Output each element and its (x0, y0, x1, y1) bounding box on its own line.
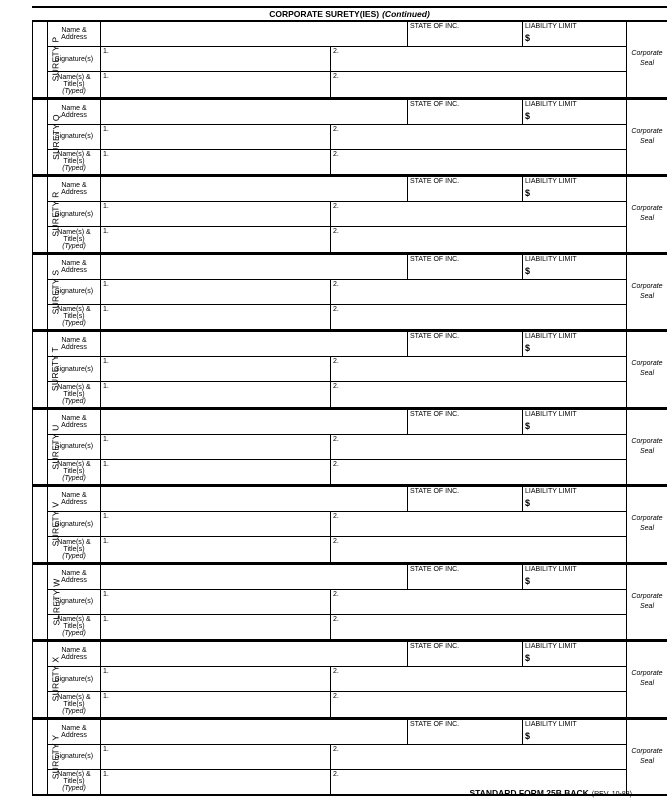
surety-label: SURETY Q (33, 99, 48, 175)
signature-1-field[interactable]: 1. (101, 124, 331, 149)
surety-blocks (32, 21, 667, 796)
corporate-seal: Corporate Seal (627, 332, 668, 408)
state-of-inc-field[interactable]: STATE OF INC. (408, 22, 523, 47)
title-continued: (Continued) (382, 9, 430, 19)
surety-block (32, 21, 667, 99)
state-of-inc-field[interactable]: STATE OF INC. (408, 99, 523, 124)
signature-1-field[interactable]: 1. (101, 744, 331, 769)
form-title (32, 6, 667, 21)
name-address-field[interactable] (101, 719, 408, 744)
signatures-label: Signature(s) (48, 124, 101, 149)
liability-limit-field[interactable]: LIABILITY LIMIT $ (523, 409, 627, 434)
name-title-2-field[interactable]: 2. (331, 459, 627, 485)
signatures-label: Signature(s) (48, 512, 101, 537)
signature-2-field[interactable]: 2. (331, 434, 627, 459)
corporate-seal: Corporate Seal (627, 177, 668, 253)
signatures-label: Signature(s) (48, 434, 101, 459)
liability-limit-field[interactable]: LIABILITY LIMIT $ (523, 332, 627, 357)
surety-block (32, 564, 667, 642)
signature-2-field[interactable]: 2. (331, 744, 627, 769)
liability-limit-field[interactable]: LIABILITY LIMIT $ (523, 254, 627, 279)
names-titles-label: Name(s) & Title(s) (Typed) (48, 382, 101, 408)
names-titles-label: Name(s) & Title(s) (Typed) (48, 692, 101, 718)
name-address-field[interactable] (101, 564, 408, 589)
surety-label: SURETY Y (33, 719, 48, 795)
signature-2-field[interactable]: 2. (331, 589, 627, 614)
signatures-label: Signature(s) (48, 357, 101, 382)
name-address-label: Name & Address (48, 254, 101, 279)
name-title-2-field[interactable]: 2. (331, 149, 627, 175)
name-title-2-field[interactable]: 2. (331, 537, 627, 563)
signatures-label: Signature(s) (48, 589, 101, 614)
state-of-inc-field[interactable]: STATE OF INC. (408, 487, 523, 512)
corporate-seal: Corporate Seal (627, 99, 668, 175)
surety-block (32, 99, 667, 177)
names-titles-label: Name(s) & Title(s) (Typed) (48, 72, 101, 98)
name-title-1-field[interactable]: 1. (101, 692, 331, 718)
title-text: CORPORATE SURETY(IES) (269, 9, 380, 19)
name-address-label: Name & Address (48, 99, 101, 124)
name-address-field[interactable] (101, 409, 408, 434)
surety-block (32, 176, 667, 254)
names-titles-label: Name(s) & Title(s) (Typed) (48, 537, 101, 563)
surety-label: SURETY P (33, 22, 48, 98)
state-of-inc-field[interactable]: STATE OF INC. (408, 642, 523, 667)
name-title-2-field[interactable]: 2. (331, 227, 627, 253)
liability-limit-field[interactable]: LIABILITY LIMIT $ (523, 487, 627, 512)
signature-1-field[interactable]: 1. (101, 47, 331, 72)
name-title-2-field[interactable]: 2. (331, 382, 627, 408)
name-address-field[interactable] (101, 642, 408, 667)
liability-limit-field[interactable]: LIABILITY LIMIT $ (523, 177, 627, 202)
name-title-1-field[interactable]: 1. (101, 382, 331, 408)
name-address-label: Name & Address (48, 719, 101, 744)
liability-limit-field[interactable]: LIABILITY LIMIT $ (523, 719, 627, 744)
liability-limit-field[interactable]: LIABILITY LIMIT $ (523, 564, 627, 589)
name-address-field[interactable] (101, 487, 408, 512)
signatures-label: Signature(s) (48, 744, 101, 769)
name-address-label: Name & Address (48, 409, 101, 434)
signatures-label: Signature(s) (48, 202, 101, 227)
name-title-1-field[interactable]: 1. (101, 769, 331, 795)
form-footer (469, 788, 632, 798)
name-title-2-field[interactable]: 2. (331, 304, 627, 330)
name-address-label: Name & Address (48, 487, 101, 512)
name-title-1-field[interactable]: 1. (101, 537, 331, 563)
names-titles-label: Name(s) & Title(s) (Typed) (48, 304, 101, 330)
surety-block (32, 331, 667, 409)
name-address-field[interactable] (101, 99, 408, 124)
surety-label: SURETY V (33, 487, 48, 563)
name-title-2-field[interactable]: 2. (331, 72, 627, 98)
surety-label: SURETY X (33, 642, 48, 718)
name-title-1-field[interactable]: 1. (101, 149, 331, 175)
signature-2-field[interactable]: 2. (331, 124, 627, 149)
signature-2-field[interactable]: 2. (331, 202, 627, 227)
surety-block (32, 641, 667, 719)
corporate-seal: Corporate Seal (627, 22, 668, 98)
signature-2-field[interactable]: 2. (331, 357, 627, 382)
surety-label: SURETY W (33, 564, 48, 640)
signature-2-field[interactable]: 2. (331, 47, 627, 72)
name-title-1-field[interactable]: 1. (101, 459, 331, 485)
surety-block (32, 409, 667, 487)
signatures-label: Signature(s) (48, 47, 101, 72)
form-number: STANDARD FORM 25B BACK (469, 788, 589, 798)
signature-1-field[interactable]: 1. (101, 434, 331, 459)
signatures-label: Signature(s) (48, 279, 101, 304)
state-of-inc-field[interactable]: STATE OF INC. (408, 719, 523, 744)
corporate-seal: Corporate Seal (627, 564, 668, 640)
names-titles-label: Name(s) & Title(s) (Typed) (48, 149, 101, 175)
name-title-1-field[interactable]: 1. (101, 614, 331, 640)
name-address-label: Name & Address (48, 642, 101, 667)
surety-block (32, 486, 667, 564)
signature-1-field[interactable]: 1. (101, 512, 331, 537)
signature-1-field[interactable]: 1. (101, 589, 331, 614)
name-address-label: Name & Address (48, 332, 101, 357)
liability-limit-field[interactable]: LIABILITY LIMIT $ (523, 22, 627, 47)
surety-block (32, 719, 667, 797)
name-address-label: Name & Address (48, 564, 101, 589)
signature-1-field[interactable]: 1. (101, 357, 331, 382)
signature-1-field[interactable]: 1. (101, 279, 331, 304)
name-address-label: Name & Address (48, 22, 101, 47)
state-of-inc-field[interactable]: STATE OF INC. (408, 564, 523, 589)
surety-label: SURETY S (33, 254, 48, 330)
corporate-seal: Corporate Seal (627, 487, 668, 563)
names-titles-label: Name(s) & Title(s) (Typed) (48, 614, 101, 640)
state-of-inc-field[interactable]: STATE OF INC. (408, 254, 523, 279)
name-title-2-field[interactable]: 2. (331, 692, 627, 718)
name-title-1-field[interactable]: 1. (101, 72, 331, 98)
names-titles-label: Name(s) & Title(s) (Typed) (48, 459, 101, 485)
state-of-inc-field[interactable]: STATE OF INC. (408, 332, 523, 357)
names-titles-label: Name(s) & Title(s) (Typed) (48, 227, 101, 253)
names-titles-label: Name(s) & Title(s) (Typed) (48, 769, 101, 795)
name-title-2-field[interactable]: 2. (331, 769, 627, 795)
name-address-field[interactable] (101, 22, 408, 47)
surety-label: SURETY R (33, 177, 48, 253)
name-address-label: Name & Address (48, 177, 101, 202)
form-revision: (REV. 10-83) (591, 791, 632, 798)
liability-limit-field[interactable]: LIABILITY LIMIT $ (523, 99, 627, 124)
surety-label: SURETY U (33, 409, 48, 485)
name-address-field[interactable] (101, 254, 408, 279)
corporate-seal: Corporate Seal (627, 254, 668, 330)
signature-2-field[interactable]: 2. (331, 279, 627, 304)
name-title-1-field[interactable]: 1. (101, 227, 331, 253)
corporate-seal: Corporate Seal (627, 719, 668, 795)
name-address-field[interactable] (101, 177, 408, 202)
name-title-2-field[interactable]: 2. (331, 614, 627, 640)
signature-2-field[interactable]: 2. (331, 667, 627, 692)
form-sheet (32, 6, 667, 796)
state-of-inc-field[interactable]: STATE OF INC. (408, 177, 523, 202)
signature-2-field[interactable]: 2. (331, 512, 627, 537)
name-title-1-field[interactable]: 1. (101, 304, 331, 330)
signatures-label: Signature(s) (48, 667, 101, 692)
corporate-seal: Corporate Seal (627, 409, 668, 485)
liability-limit-field[interactable]: LIABILITY LIMIT $ (523, 642, 627, 667)
surety-block (32, 254, 667, 332)
state-of-inc-field[interactable]: STATE OF INC. (408, 409, 523, 434)
corporate-seal: Corporate Seal (627, 642, 668, 718)
signature-1-field[interactable]: 1. (101, 667, 331, 692)
surety-label: SURETY T (33, 332, 48, 408)
signature-1-field[interactable]: 1. (101, 202, 331, 227)
name-address-field[interactable] (101, 332, 408, 357)
